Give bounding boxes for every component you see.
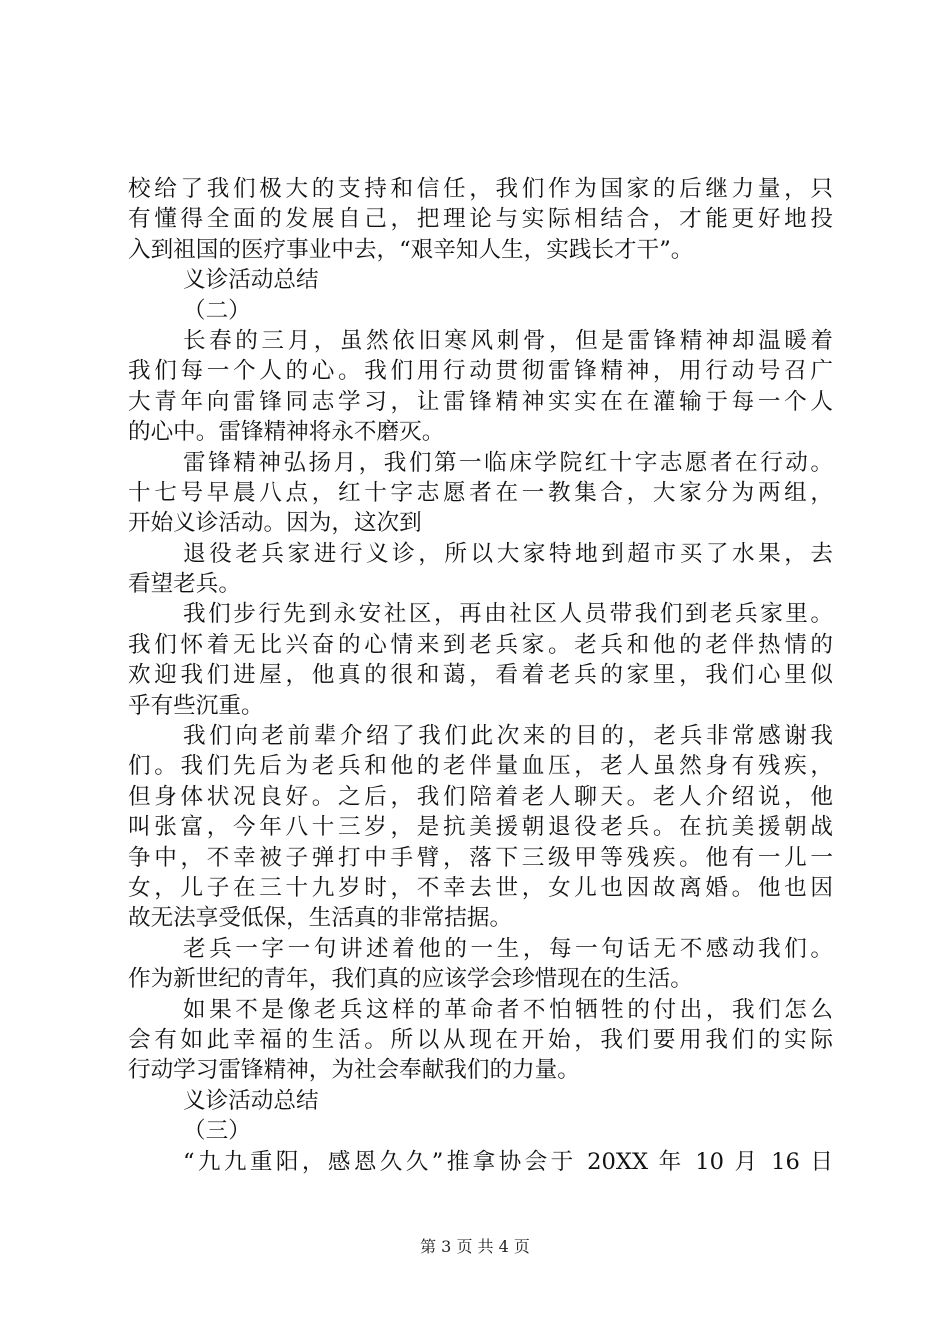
text-line: “九九重阳，感恩久久”推拿协会于 20XX 年 10 月 16 日 bbox=[183, 1148, 833, 1175]
text-line: 会有如此幸福的生活。所以从现在开始，我们要用我们的实际 bbox=[128, 1026, 833, 1053]
text-line: 如果不是像老兵这样的革命者不怕牺牲的付出，我们怎么 bbox=[183, 996, 833, 1023]
text-line: 义诊活动总结 bbox=[183, 267, 319, 294]
text-line: 作为新世纪的青年，我们真的应该学会珍惜现在的生活。 bbox=[128, 966, 693, 993]
text-line: 大青年向雷锋同志学习，让雷锋精神实实在在灌输于每一个人 bbox=[128, 388, 833, 415]
text-line: 我们向老前辈介绍了我们此次来的目的，老兵非常感谢我 bbox=[183, 723, 833, 750]
text-line: 行动学习雷锋精神，为社会奉献我们的力量。 bbox=[128, 1057, 580, 1084]
text-line: 雷锋精神弘扬月，我们第一临床学院红十字志愿者在行动。 bbox=[183, 449, 833, 476]
text-line: 退役老兵家进行义诊，所以大家特地到超市买了水果，去 bbox=[183, 540, 833, 567]
text-line: 们。我们先后为老兵和他的老伴量血压，老人虽然身有残疾， bbox=[128, 753, 833, 780]
text-line: 争中，不幸被子弹打中手臂，落下三级甲等残疾。他有一儿一 bbox=[128, 844, 833, 871]
text-line: 有懂得全面的发展自己，把理论与实际相结合，才能更好地投 bbox=[128, 206, 833, 233]
text-line: 入到祖国的医疗事业中去，“艰辛知人生，实践长才干”。 bbox=[128, 236, 694, 263]
text-line: 十七号早晨八点，红十字志愿者在一教集合，大家分为两组， bbox=[128, 479, 833, 506]
text-line: 我们步行先到永安社区，再由社区人员带我们到老兵家里。 bbox=[183, 601, 833, 628]
text-line: 故无法享受低保，生活真的非常拮据。 bbox=[128, 905, 513, 932]
text-line: 欢迎我们进屋，他真的很和蔼，看着老兵的家里，我们心里似 bbox=[128, 662, 833, 689]
text-line: 校给了我们极大的支持和信任，我们作为国家的后继力量，只 bbox=[128, 176, 833, 202]
text-line: 的心中。雷锋精神将永不磨灭。 bbox=[128, 419, 445, 446]
page-footer: 第 3 页 共 4 页 bbox=[420, 1237, 530, 1256]
text-line: 长春的三月，虽然依旧寒风刺骨，但是雷锋精神却温暖着 bbox=[183, 327, 833, 354]
text-line: 叫张富，今年八十三岁，是抗美援朝退役老兵。在抗美援朝战 bbox=[128, 814, 833, 841]
text-line: 看望老兵。 bbox=[128, 571, 241, 598]
document-body bbox=[128, 174, 833, 1177]
text-line: （三） bbox=[183, 1118, 251, 1145]
text-line: （二） bbox=[183, 297, 251, 324]
text-line: 乎有些沉重。 bbox=[128, 692, 264, 719]
text-line: 义诊活动总结 bbox=[183, 1087, 319, 1114]
text-line: 我们怀着无比兴奋的心情来到老兵家。老兵和他的老伴热情的 bbox=[128, 631, 833, 658]
text-line: 我们每一个人的心。我们用行动贯彻雷锋精神，用行动号召广 bbox=[128, 358, 833, 385]
text-line: 老兵一字一句讲述着他的一生，每一句话无不感动我们。 bbox=[183, 935, 833, 962]
text-line: 女，儿子在三十九岁时，不幸去世，女儿也因故离婚。他也因 bbox=[128, 874, 833, 901]
text-line: 开始义诊活动。因为，这次到 bbox=[128, 510, 422, 537]
text-line: 但身体状况良好。之后，我们陪着老人聊天。老人介绍说，他 bbox=[128, 783, 833, 810]
